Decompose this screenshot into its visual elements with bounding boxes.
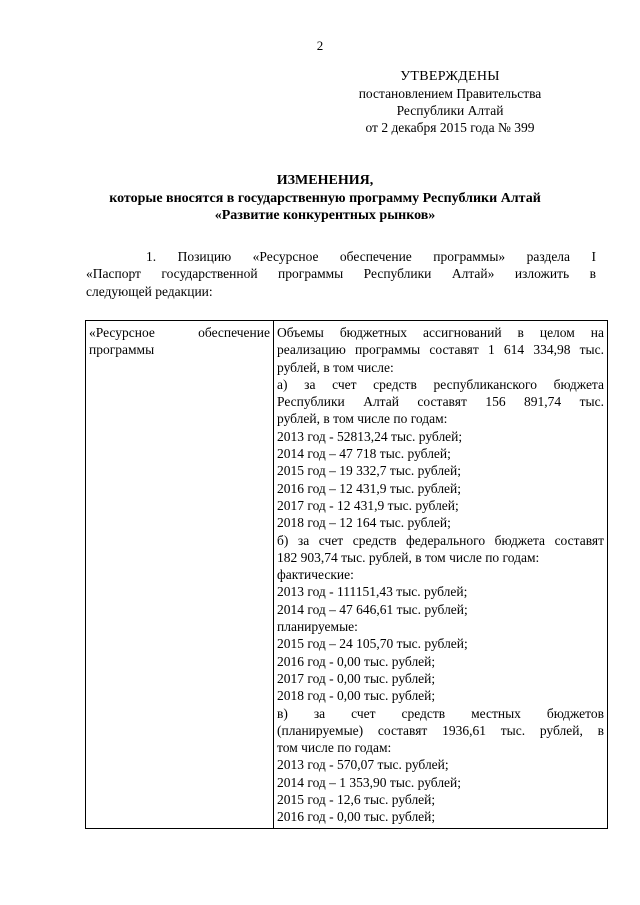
intro-line-2: «Паспорт государственной программы Республики Алтай» изложить в xyxy=(86,266,596,282)
content-line: рублей, в том числе: xyxy=(277,359,394,375)
content-line: реализацию программы составят 1 614 334,98 тыс. xyxy=(277,342,604,358)
content-line: в) за счет средств местных бюджетов xyxy=(277,705,604,721)
heading-line-1: ИЗМЕНЕНИЯ, xyxy=(276,173,374,188)
content-line: 2013 год - 111151,43 тыс. рублей; xyxy=(277,584,468,600)
approval-line-3: от 2 декабря 2015 года № 399 xyxy=(365,120,535,135)
content-line: Объемы бюджетных ассигнований в целом на xyxy=(277,325,604,340)
content-line: 2013 год - 570,07 тыс. рублей; xyxy=(277,757,449,773)
content-line: 2016 год - 0,00 тыс. рублей; xyxy=(277,653,436,669)
heading-line-2: которые вносятся в государственную программу Республики Алтай xyxy=(109,190,541,206)
content-line: 2018 год - 0,00 тыс. рублей; xyxy=(277,688,436,704)
content-line: фактические: xyxy=(277,567,354,583)
approval-stamp xyxy=(330,68,570,136)
content-line: (планируемые) составят 1936,61 тыс. рублей, в xyxy=(277,722,604,738)
content-line: 2015 год – 19 332,7 тыс. рублей; xyxy=(277,463,462,479)
content-line: том числе по годам: xyxy=(277,740,392,756)
label-line-2: программы xyxy=(89,342,155,358)
content-line: 2018 год – 12 164 тыс. рублей; xyxy=(277,515,451,531)
content-line: 182 903,74 тыс. рублей, в том числе по годам: xyxy=(277,549,540,565)
content-line: 2017 год - 0,00 тыс. рублей; xyxy=(277,670,436,686)
heading-line-3: «Развитие конкурентных рынков» xyxy=(214,208,436,223)
content-line: рублей, в том числе по годам: xyxy=(277,411,448,427)
content-line: а) за счет средств республиканского бюджета xyxy=(277,376,604,392)
label-cell xyxy=(86,321,274,829)
label-line-1: «Ресурсное обеспечение xyxy=(89,325,270,340)
page-number: 2 xyxy=(316,38,324,53)
intro-line-3: следующей редакции: xyxy=(86,283,213,299)
content-line: 2014 год – 47 718 тыс. рублей; xyxy=(277,446,451,462)
content-line: 2016 год - 0,00 тыс. рублей; xyxy=(277,809,436,825)
content-line: планируемые: xyxy=(277,619,358,635)
content-line: 2015 год – 24 105,70 тыс. рублей; xyxy=(277,636,468,652)
table-row xyxy=(86,321,608,829)
content-line: 2016 год – 12 431,9 тыс. рублей; xyxy=(277,480,462,496)
content-line: 2015 год - 12,6 тыс. рублей; xyxy=(277,792,436,808)
approval-title: УТВЕРЖДЕНЫ xyxy=(400,69,500,84)
content-line: 2013 год - 52813,24 тыс. рублей; xyxy=(277,428,463,444)
content-line: 2017 год - 12 431,9 тыс. рублей; xyxy=(277,497,459,513)
intro-line-1 xyxy=(86,248,596,265)
content-line: 2014 год – 1 353,90 тыс. рублей; xyxy=(277,774,462,790)
resource-table xyxy=(85,320,608,829)
approval-line-1: постановлением Правительства xyxy=(358,86,542,101)
approval-line-2: Республики Алтай xyxy=(396,103,504,118)
content-line: 2014 год – 47 646,61 тыс. рублей; xyxy=(277,601,468,617)
content-line: б) за счет средств федерального бюджета составят xyxy=(277,532,604,548)
content-line: Республики Алтай составят 156 891,74 тыс. xyxy=(277,394,604,410)
intro-line-1-text: 1. Позицию «Ресурсное обеспечение программы» раздела I xyxy=(146,249,596,264)
document-heading xyxy=(60,172,590,225)
content-cell xyxy=(274,321,608,829)
intro-paragraph xyxy=(86,248,596,300)
